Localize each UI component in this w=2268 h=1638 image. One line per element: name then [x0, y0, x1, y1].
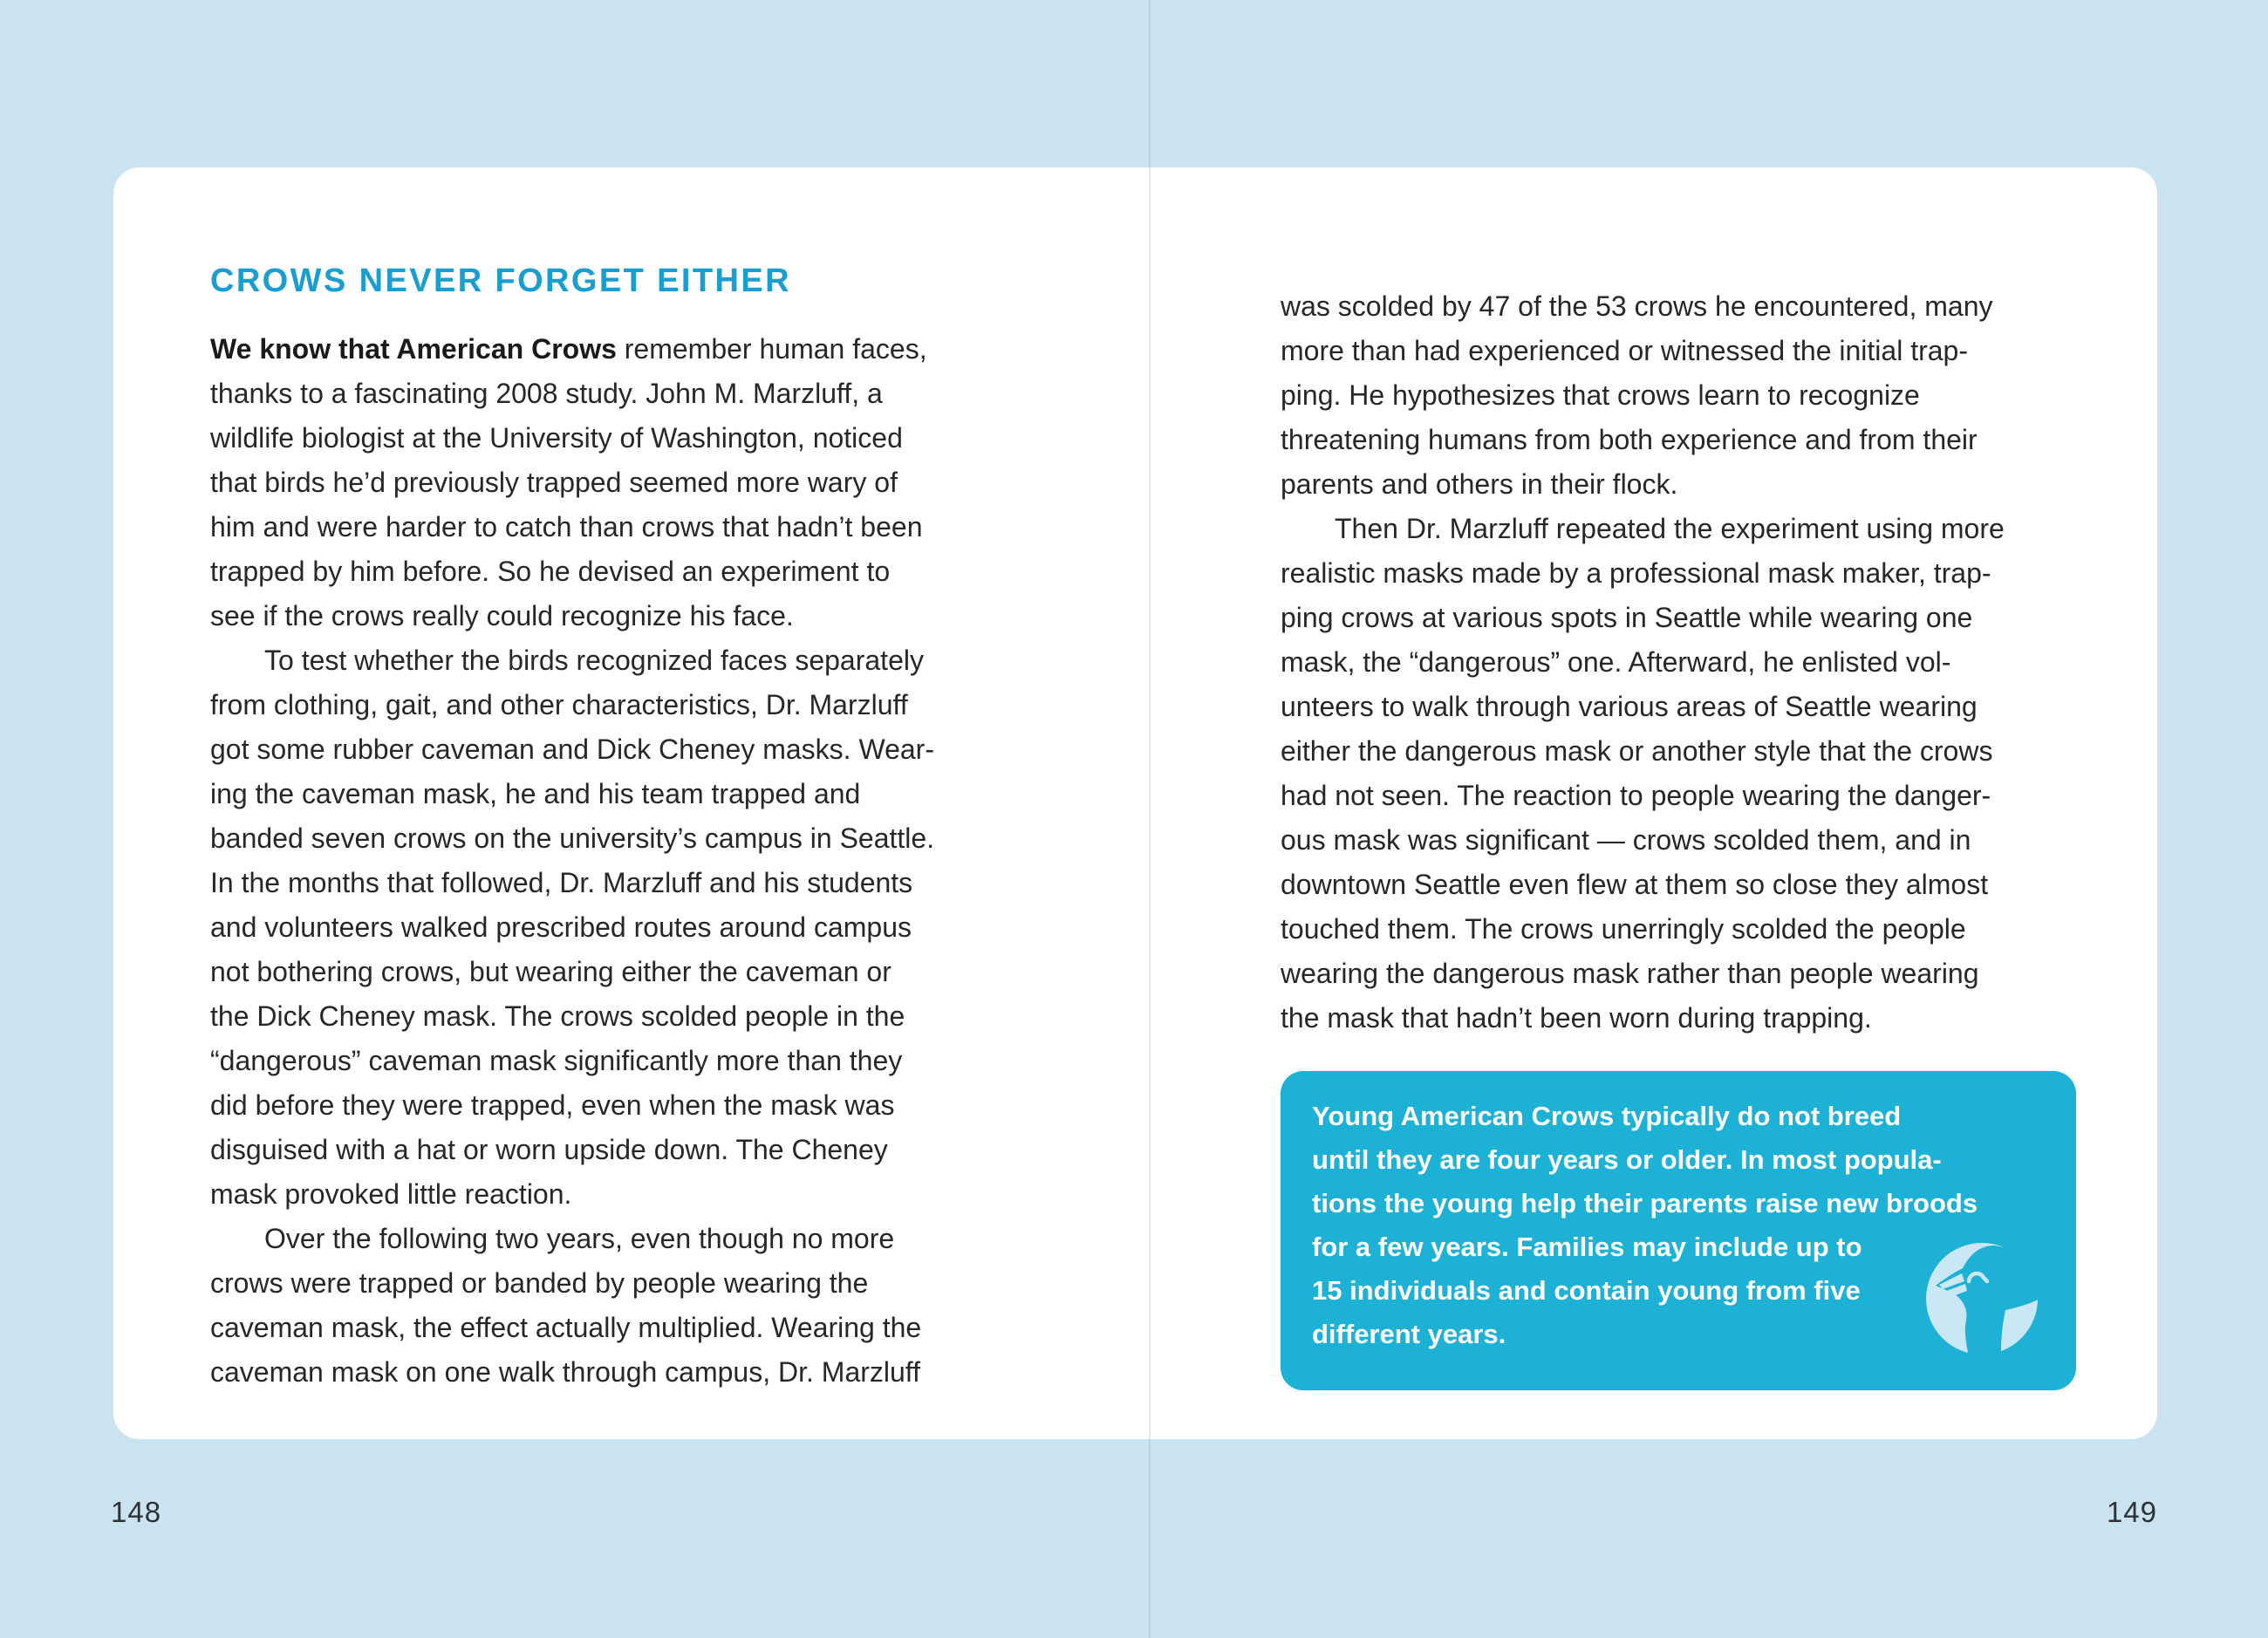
page-number-right: 149: [2106, 1496, 2157, 1528]
callout-box: [1281, 1071, 2076, 1390]
left-paragraph-1: [210, 327, 1074, 638]
page-number-left: 148: [111, 1496, 162, 1528]
section-heading: CROWS NEVER FORGET EITHER: [210, 263, 791, 299]
crow-head-icon: [1914, 1233, 2053, 1390]
left-paragraph-2: To test whether the birds recognized faces separately from clothing, gait, and other characteristics, Dr. Marzluff got some rubber caveman and Dick Cheney masks. Wear- ing the caveman mask, he and his team trapped and banded seven crows on the university’s campus in Seattle. In the months that followed, Dr. Marzluff and his students and volunteers walked prescribed routes around campus not bothering crows, but wearing either the caveman or the Dick Cheney mask. The crows scolded people in the “dangerous” caveman mask significantly more than they did before they were trapped, even when the mask was disguised with a hat or worn upside down. The Cheney mask provoked little reaction.: [210, 645, 935, 1210]
callout-text: Young American Crows typically do not breed until they are four years or older. In most popula- tions the young help their parents raise new broods for a few years. Families may include up to 15 individuals and contain young from five different years.: [1312, 1101, 1978, 1349]
right-paragraph-2: Then Dr. Marzluff repeated the experiment using more realistic masks made by a professional mask maker, trap- ping crows at various spots in Seattle while wearing one mask, the “dangerous” one. Afterward, he enlisted vol- unteers to walk through various areas of Seattle wearing either the dangerous mask or another style that the crows had not seen. The reaction to people wearing the danger- ous mask was significant — crows scolded them, and in downtown Seattle even flew at them so close they almost touched them. The crows unerringly scolded the people wearing the dangerous mask rather than people wearing the mask that hadn’t been worn during trapping.: [1281, 513, 2005, 1034]
paragraph-lead-bold: We know that American Crows: [210, 333, 617, 365]
left-paragraph-3: Over the following two years, even though no more crows were trapped or banded by people wearing the caveman mask, the effect actually multiplied. Wearing the caveman mask on one walk through campus, Dr. Marzluff: [210, 1223, 922, 1388]
right-paragraph-1: was scolded by 47 of the 53 crows he encountered, many more than had experienced or witnessed the initial trap- ping. He hypothesizes that crows learn to recognize threatening humans from both experience and from their parents and others in their flock.: [1281, 290, 1993, 500]
paragraph-lead-rest: remember human faces, thanks to a fascinating 2008 study. John M. Marzluff, a wildlife biologist at the University of Washington, noticed that birds he’d previously trapped seemed more wary of him and were harder to catch than crows that hadn’t been trapped by him before. So he devised an experiment to see if the crows really could recognize his face.: [210, 333, 927, 631]
spine-divider: [1149, 0, 1151, 1638]
